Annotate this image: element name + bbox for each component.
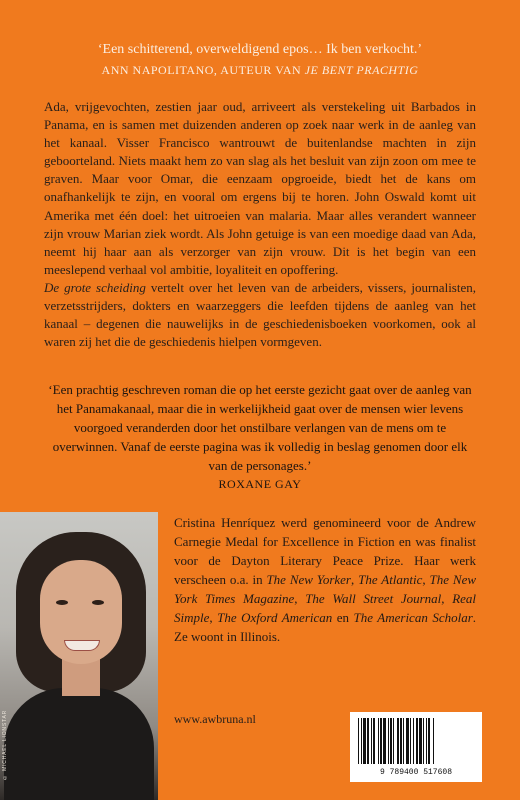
barcode-bar bbox=[423, 718, 424, 764]
author-photo-mouth bbox=[64, 640, 100, 651]
barcode-bars bbox=[356, 718, 476, 766]
review-quote bbox=[44, 380, 476, 494]
barcode-bar bbox=[403, 718, 404, 764]
barcode-bar bbox=[390, 718, 392, 764]
barcode-bar bbox=[371, 718, 372, 764]
barcode-bar bbox=[410, 718, 411, 764]
blurb-paragraph-2 bbox=[44, 279, 476, 351]
barcode-digits: 9 789400 517608 bbox=[379, 768, 452, 777]
barcode-bar bbox=[406, 718, 409, 764]
barcode-bar bbox=[400, 718, 402, 764]
barcode-bar bbox=[397, 718, 399, 764]
top-quote-attribution-prefix: ANN NAPOLITANO, AUTEUR VAN bbox=[101, 63, 305, 77]
publisher-website: www.awbruna.nl bbox=[174, 712, 256, 726]
bio-publication-6: The Oxford American bbox=[217, 610, 333, 625]
barcode-bar bbox=[361, 718, 362, 764]
barcode-bar bbox=[363, 718, 366, 764]
barcode-bar bbox=[383, 718, 386, 764]
bio-publication-2: The Atlantic bbox=[358, 572, 423, 587]
photo-credit: © MICHAEL LIONSTAR bbox=[2, 710, 8, 780]
book-blurb bbox=[44, 98, 476, 351]
isbn-barcode bbox=[350, 712, 482, 782]
bio-separator-2: , bbox=[422, 572, 430, 587]
top-quote bbox=[0, 40, 520, 80]
top-quote-attribution bbox=[0, 60, 520, 80]
bio-separator-6: en bbox=[332, 610, 354, 625]
barcode-bar bbox=[380, 718, 382, 764]
blurb-paragraph-2-text: vertelt over het leven van de arbeiders, vissers, journalisten, verzetsstrijders, dokters en waarzeggers die leefden tijdens de aanleg van het kanaal – degenen die nauwelijks in de geschiedenisboeken voorkomen, ook al waren zij het die de geschiedenis hielpen vormgeven. bbox=[44, 279, 476, 350]
barcode-bar bbox=[358, 718, 359, 764]
barcode-bar bbox=[413, 718, 414, 764]
bio-publication-5: Real Simple bbox=[174, 591, 477, 625]
author-photo-body bbox=[4, 688, 154, 800]
barcode-bar bbox=[373, 718, 375, 764]
barcode-bar bbox=[393, 718, 394, 764]
review-quote-text: ‘Een prachtig geschreven roman die op het eerste gezicht gaat over de aanleg van het Panamakanaal, maar die in werkelijkheid gaat over de mensen wier levens voorgoed veranderden door het onstilbare verlangen van de mens om te overwinnen. Vanaf de eerste pagina was ik volledig in beslag genomen door elk van de personages.’ bbox=[48, 382, 472, 473]
top-quote-text: ‘Een schitterend, overweldigend epos… Ik ben verkocht.’ bbox=[97, 42, 423, 57]
barcode-bar bbox=[428, 718, 430, 764]
barcode-bar bbox=[367, 718, 369, 764]
bio-text-2: . Ze woont in Illinois. bbox=[174, 610, 477, 644]
bio-publication-3: The New York Times Magazine bbox=[174, 572, 477, 606]
bio-publication-1: The New Yorker bbox=[266, 572, 351, 587]
barcode-bar bbox=[426, 718, 427, 764]
bio-separator-1: , bbox=[351, 572, 359, 587]
bio-separator-3: , bbox=[294, 591, 306, 606]
bio-publication-7: The American Scholar bbox=[353, 610, 473, 625]
bio-separator-4: , bbox=[441, 591, 453, 606]
bio-separator-5: , bbox=[209, 610, 218, 625]
blurb-paragraph-1: Ada, vrijgevochten, zestien jaar oud, arriveert als verstekeling uit Barbados in Panama, en is samen met duizenden anderen op zoek naar werk in de aanleg van het kanaal. Visser Francisco wantrouwt de buitenlandse machten in zijn geboorteland. Niets maakt hem zo van slag als het besluit van zijn zoon om mee te graven. Maar voor Omar, die eenzaam opgroeide, biedt het de kans om onafhankelijk te zijn, en vooral om ergens bij te horen. John Oswald komt uit Amerika met één doel: het uitroeien van malaria. Maar alles verandert wanneer zijn vrouw Marian ziek wordt. Als John getuige is van een moedige daad van Ada, neemt hij haar aan als verzorger van zijn vrouw. Dit is het begin van een meeslepend verhaal vol ambitie, loyaliteit en opoffering. bbox=[44, 99, 476, 277]
top-quote-attribution-title: JE BENT PRACHTIG bbox=[304, 63, 419, 77]
author-bio bbox=[174, 513, 476, 646]
author-photo-eye-left bbox=[56, 600, 68, 605]
author-photo-eye-right bbox=[92, 600, 104, 605]
bio-text-1: Cristina Henríquez werd genomineerd voor de Andrew Carnegie Medal for Excellence in Fiction en was finalist voor de Dayton Literary Peace Prize. Haar werk verscheen o.a. in bbox=[174, 515, 476, 587]
barcode-bar bbox=[433, 718, 434, 764]
barcode-bar bbox=[419, 718, 422, 764]
barcode-bar bbox=[378, 718, 379, 764]
barcode-bar bbox=[416, 718, 418, 764]
review-quote-attribution: ROXANE GAY bbox=[218, 477, 302, 491]
blurb-book-title: De grote scheiding bbox=[44, 279, 146, 295]
barcode-bar bbox=[388, 718, 389, 764]
author-photo bbox=[0, 512, 158, 800]
bio-publication-4: The Wall Street Journal bbox=[305, 591, 442, 606]
